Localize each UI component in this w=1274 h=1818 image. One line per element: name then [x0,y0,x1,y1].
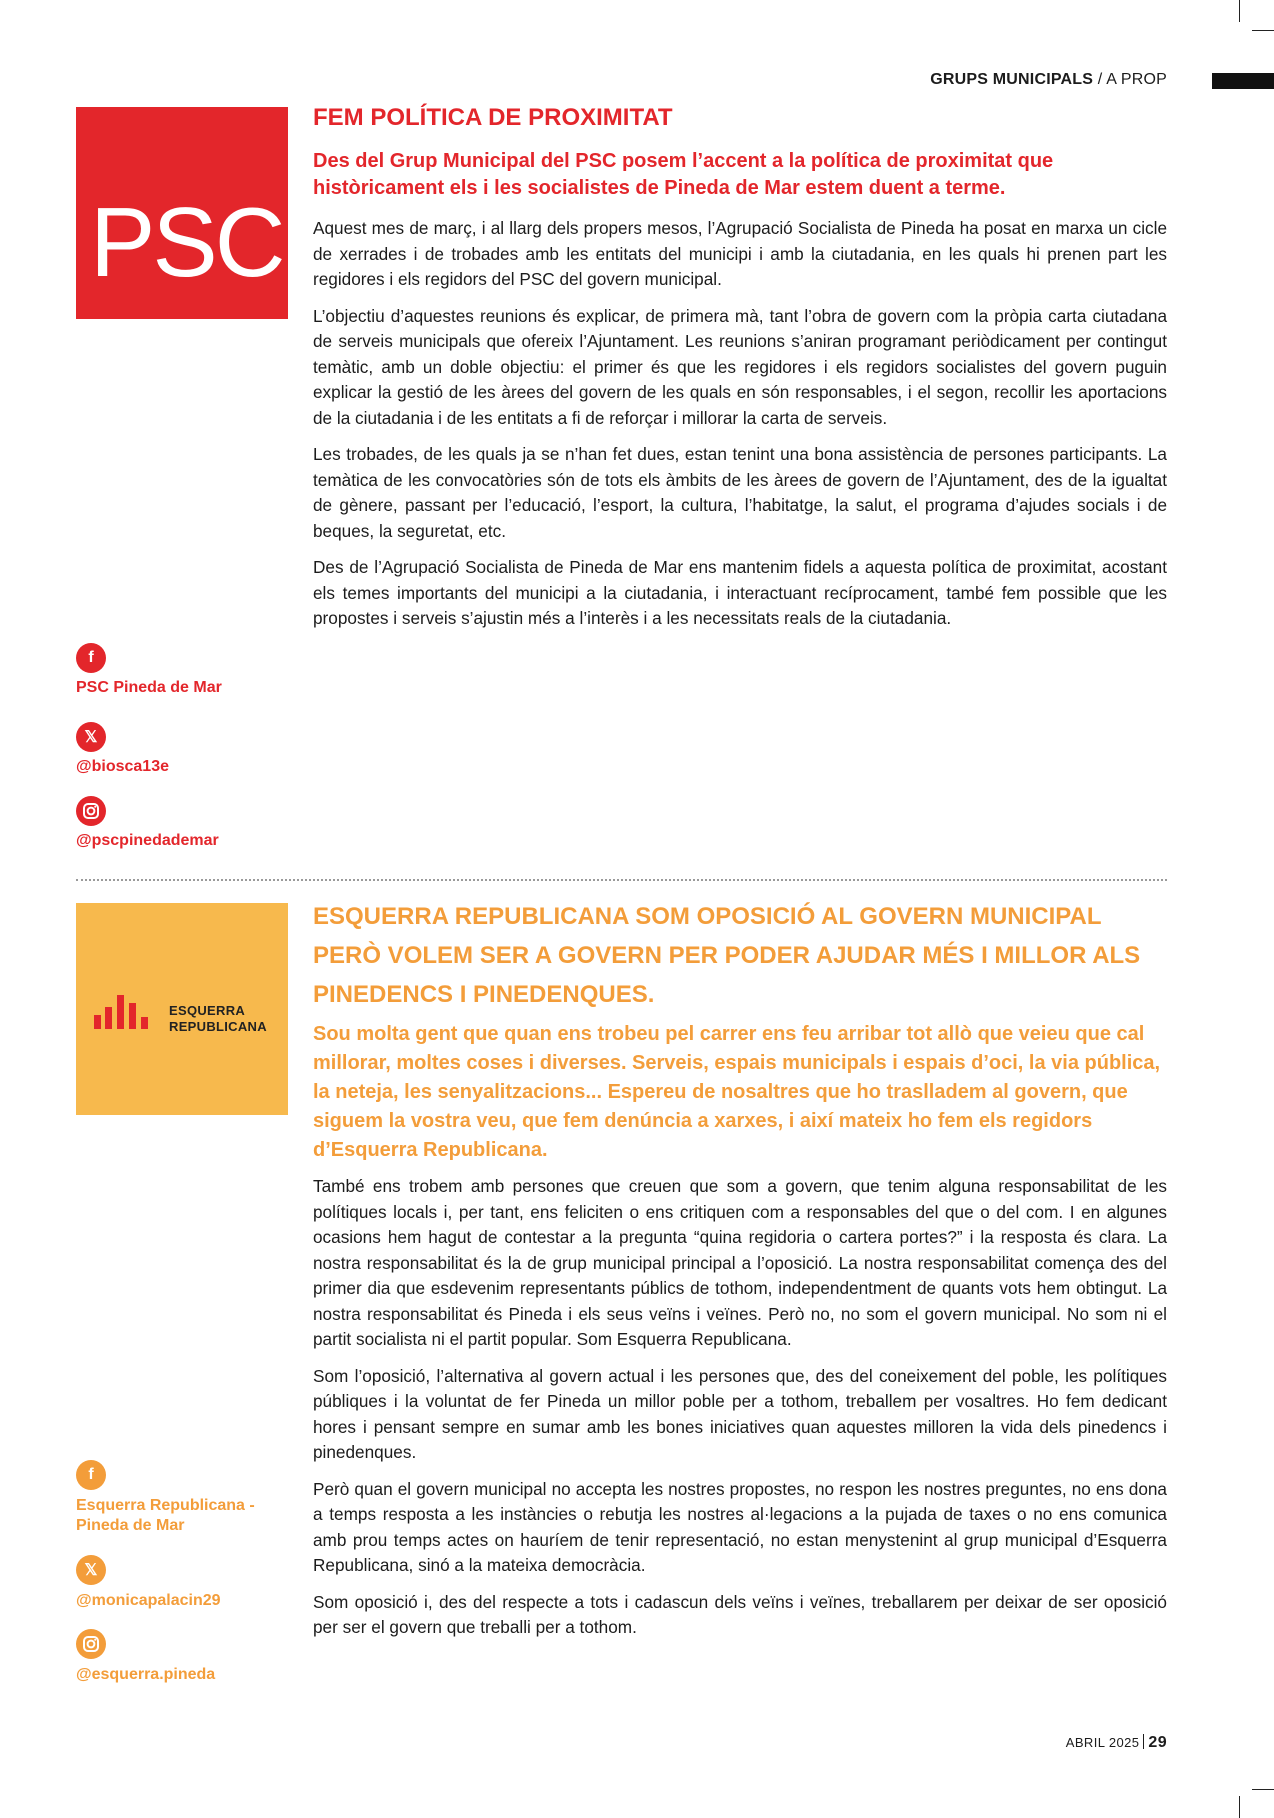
section-header [930,71,1167,89]
erc-paragraph: Som l’oposició, l’alternativa al govern actual i les persones que, des del coneixement del poble, les polítiques públiques i la voluntat de fer Pineda un millor poble per a tothom, treballem per vosaltres. Ho fem dedicant hores i pensant sempre en sumar amb les bones iniciatives quan aquestes milloren la vida dels pinedencs i pinedenques. [313,1365,1167,1462]
facebook-icon: f [76,1460,106,1490]
psc-subtitle: Des del Grup Municipal del PSC posem l’accent a la política de proximitat que històricament els i les socialistes de Pineda de Mar estem duent a terme. [313,150,1054,199]
psc-paragraph: Les trobades, de les quals ja se n’han fet dues, estan tenint una bona assistència de persones participants. La temàtica de les convocatòries són de tots els àmbits de les àrees de govern de l’Ajuntament, des de la igualtat de gènere, passant per l’educació, l’esport, la cultura, l’habitatge, la salut, el programa d’ajudes socials i de beques, la seguretat, etc. [313,444,1167,541]
psc-x-link[interactable] [76,722,169,776]
psc-paragraph: L’objectiu d’aquestes reunions és explicar, de primera mà, tant l’obra de govern com la pròpia carta ciutadana de serveis municipals que ofereix l’Ajuntament. Les reunions s’aniran programant periòdicament per contingut temàtic, amb un doble objectiu: el primer és que les regidores i els regidors socialistes del govern puguin explicar la gestió de les àrees del govern de les quals en són responsables, i el segon, recollir les aportacions de la ciutadania i de les entitats a fi de reforçar i millorar la carta de serveis. [313,305,1167,428]
instagram-icon [76,796,106,826]
psc-article [313,216,1167,643]
erc-instagram-link[interactable] [76,1629,215,1685]
section-subname: A PROP [1106,71,1167,88]
psc-facebook-link[interactable] [76,643,222,697]
erc-logo [76,903,288,1115]
section-name: GRUPS MUNICIPALS [930,71,1094,88]
crop-mark-top-right [1252,30,1274,31]
erc-subtitle: Sou molta gent que quan ens trobeu pel carrer ens feu arribar tot allò que veieu que cal millorar, moltes coses i diverses. Serveis, espais municipals i espais d’oci, la via pública, la neteja, les senyalitzacions... Espereu de nosaltres que ho traslladem al govern, que siguem la vostra veu, que fem denúncia a xarxes, i així mateix ho fem els regidors d’Esquerra Republicana. [313,1023,1161,1161]
erc-instagram-handle: @esquerra.pineda [76,1666,216,1683]
header-bar [1212,73,1274,89]
erc-x-handle: @monicapalacin29 [76,1592,221,1609]
section-divider [76,879,1167,881]
facebook-icon: f [76,643,106,673]
erc-logo-line2: REPUBLICANA [169,1019,267,1034]
x-icon: 𝕏 [76,1555,106,1585]
instagram-icon [76,1629,106,1659]
section-separator: / [1097,71,1103,88]
footer-separator [1143,1734,1144,1749]
psc-title: FEM POLÍTICA DE PROXIMITAT [313,104,673,131]
erc-paragraph: Som oposició i, des del respecte a tots i cadascun dels veïns i veïnes, treballarem per deixar de ser oposició per ser el govern que treballi per a tothom. [313,1591,1167,1637]
crop-mark-bottom-right [1252,1789,1274,1790]
issue-date: ABRIL 2025 [1065,1735,1140,1750]
crop-mark-bottom [1239,1796,1240,1818]
page-footer [1066,1734,1167,1752]
erc-logo-text [169,1003,267,1035]
psc-x-handle: @biosca13e [76,758,169,775]
psc-paragraph: Des de l’Agrupació Socialista de Pineda de Mar ens mantenim fidels a aquesta política de proximitat, acostant els temes importants del municipi a la ciutadania, i interactuant recíprocament, també fem possible que les propostes i serveis s’ajustin més a l’interès i a les necessitats reals de la ciutadania. [313,557,1167,628]
page-number: 29 [1148,1734,1167,1751]
erc-facebook-handle: Esquerra Republicana - Pineda de Mar [76,1497,255,1534]
x-icon: 𝕏 [76,722,106,752]
erc-logo-line1: ESQUERRA [169,1003,246,1018]
erc-paragraph: Però quan el govern municipal no accepta les nostres propostes, no respon les nostres preguntes, no ens dona a temps resposta a les instàncies o rebutja les nostres al·legacions a la pujada de taxes o no ens comunica amb prou temps actes on hauríem de tenir representació, no estan menystenint al grup municipal d’Esquerra Republicana, sinó a la mateixa democràcia. [313,1478,1167,1575]
psc-instagram-link[interactable] [76,796,219,850]
psc-instagram-handle: @pscpinedademar [76,832,219,849]
erc-facebook-link[interactable] [76,1460,276,1536]
psc-paragraph: Aquest mes de març, i al llarg dels propers mesos, l’Agrupació Socialista de Pineda ha posat en marxa un cicle de xerrades i de trobades amb les entitats del municipi i amb la ciutadania, en les quals hi prenen part les regidores i els regidors del PSC del govern municipal. [313,218,1167,289]
erc-x-link[interactable] [76,1555,221,1611]
erc-logo-mark [92,995,152,1029]
psc-logo-text: PSC [90,187,283,297]
crop-mark-top [1239,0,1240,22]
erc-paragraph: També ens trobem amb persones que creuen que som a govern, que tenim alguna responsabilitat de les polítiques locals i, per tant, ens feliciten o ens critiquen com a responsables del que o del com. I en algunes ocasions hem hagut de contestar a la pregunta “quina regidoria o cartera portes?” i la resposta és clara. La nostra responsabilitat és la de grup municipal principal a l’oposició. La nostra responsabilitat comença des del primer dia que esdevenim representants públics de tothom, independentment de quants vots hem obtingut. La nostra responsabilitat és Pineda i els seus veïns i veïnes. Però no, no som el govern municipal. No som ni el partit socialista ni el partit popular. Som Esquerra Republicana. [313,1176,1167,1349]
psc-logo [76,107,288,319]
psc-facebook-handle: PSC Pineda de Mar [76,679,222,696]
erc-article [313,1174,1167,1652]
erc-title: ESQUERRA REPUBLICANA SOM OPOSICIÓ AL GOVERN MUNICIPAL PERÒ VOLEM SER A GOVERN PER PODER AJUDAR MÉS I MILLOR ALS PINEDENCS I PINEDENQUES. [313,903,1141,1008]
